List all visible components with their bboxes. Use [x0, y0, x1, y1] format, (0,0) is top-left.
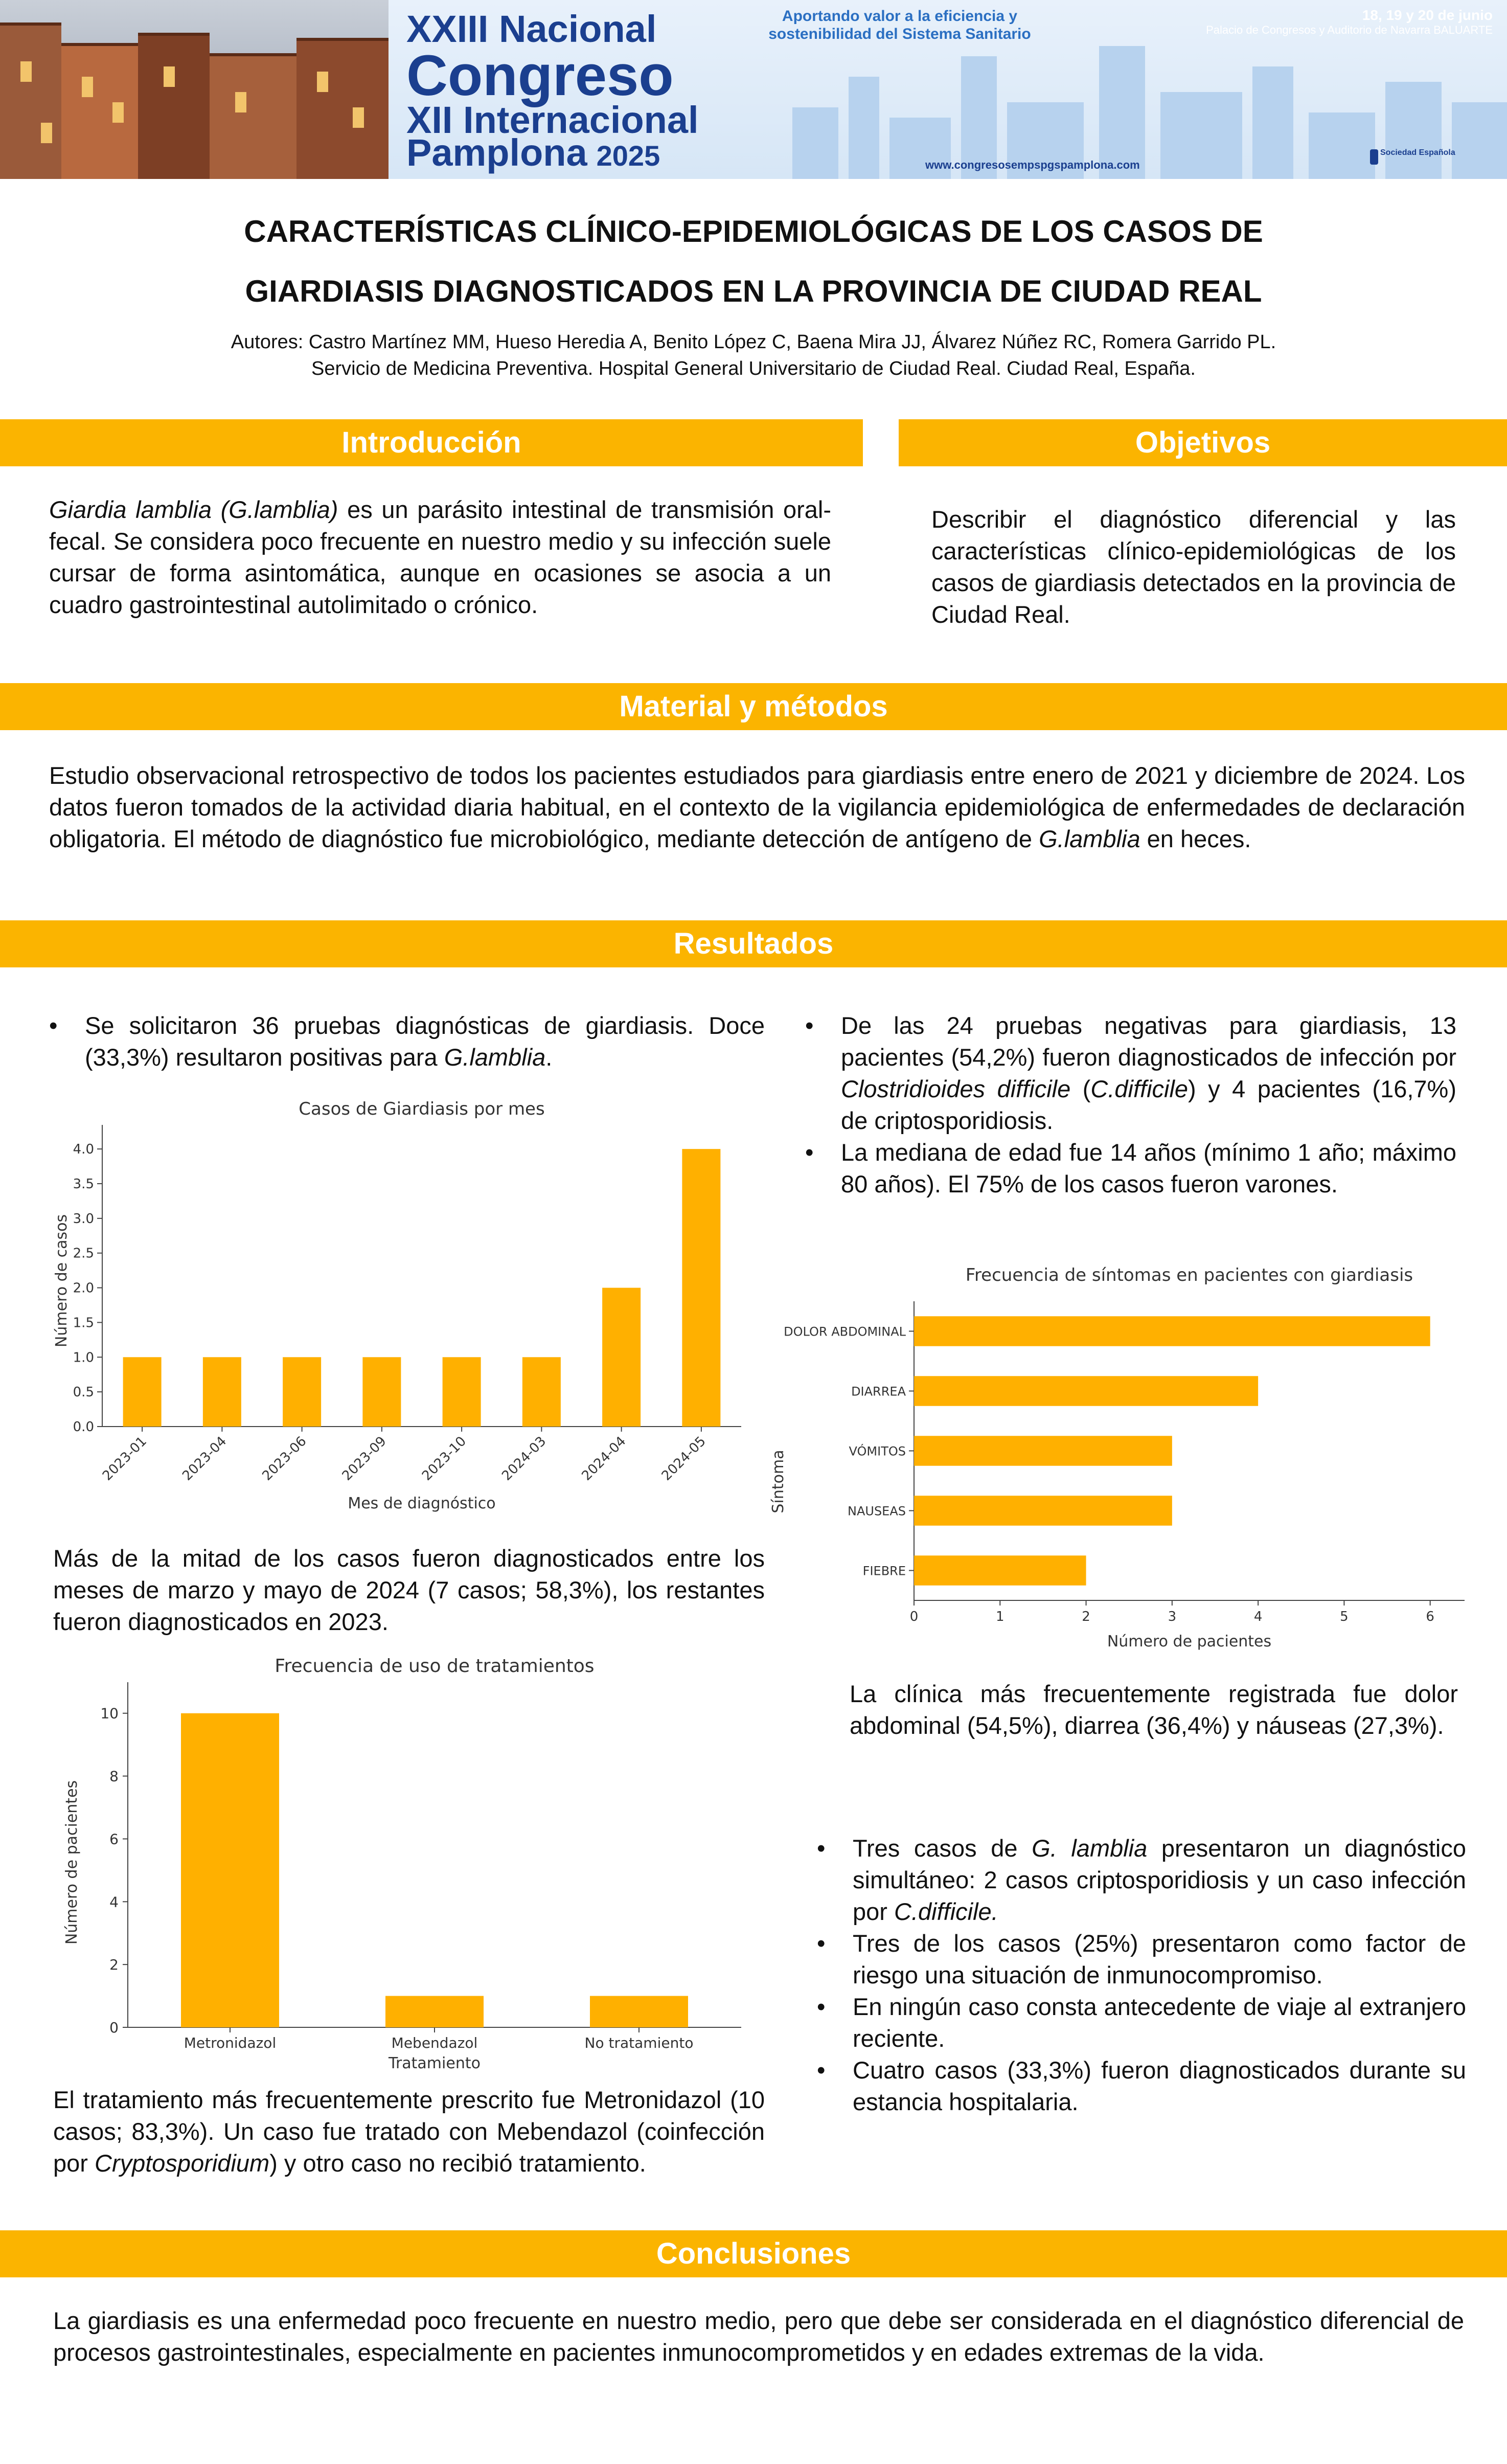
- y-tick-label: 8: [109, 1768, 119, 1785]
- x-axis-label: Número de pacientes: [1107, 1633, 1272, 1651]
- result-bullet-tests: [49, 1010, 765, 1073]
- y-tick-label: 2.0: [73, 1280, 94, 1296]
- y-tick-label: 0.5: [73, 1385, 94, 1400]
- intro-body: es un parásito intestinal de transmisión oral-fecal. Se considera poco frecuente en nuestro medio y su infección suele cursar de forma asintomática, aunque en ocasiones se asocia a un cuadro gastrointestinal autolimitado o crónico.: [49, 496, 831, 618]
- b4-a: Tres casos de: [853, 1835, 1032, 1862]
- poster-title-line1: CARACTERÍSTICAS CLÍNICO-EPIDEMIOLÓGICAS DE LOS CASOS DE: [244, 214, 1263, 248]
- x-tick-label: Metronidazol: [184, 2035, 277, 2051]
- y-tick-label: FIEBRE: [862, 1564, 906, 1578]
- x-tick-label: 2023-01: [100, 1433, 150, 1484]
- x-tick-label: 1: [996, 1609, 1004, 1624]
- treat-b: ) y otro caso no recibió tratamiento.: [269, 2150, 646, 2177]
- city-photo: [0, 0, 389, 179]
- x-tick-label: 2024-05: [658, 1433, 709, 1484]
- results-list-right: [805, 1010, 1456, 1200]
- congress-line1: XXIII Nacional: [406, 8, 657, 50]
- b4-i1: G. lamblia: [1032, 1835, 1148, 1862]
- y-tick-label: 10: [100, 1705, 119, 1722]
- result-bullet-tests-end: .: [545, 1044, 553, 1071]
- congress-banner: [0, 0, 1507, 179]
- y-tick-label: 4.0: [73, 1142, 94, 1158]
- y-tick-label: NAUSEAS: [848, 1504, 906, 1519]
- bar: [914, 1376, 1258, 1406]
- y-tick-label: 0.0: [73, 1419, 94, 1435]
- congress-dates: [1186, 7, 1493, 36]
- results-treatment-text: [53, 2084, 765, 2179]
- result-bullet-tests-text: Se solicitaron 36 pruebas diagnósticas de giardiasis. Doce (33,3%) resultaron positivas para: [85, 1012, 765, 1071]
- rb2-i1: Clostridioides difficile: [841, 1075, 1071, 1102]
- results-list-bottom: [817, 1833, 1466, 2118]
- methods-body: Estudio observacional retrospectivo de todos los pacientes estudiados para giardiasis entre enero de 2021 y diciembre de 2024. Los datos fueron tomados de la actividad diaria habitual, en el contexto de la vigilancia epidemiológica de enfermedades de declaración obligatoria. El método de diagnóstico fue microbiológico, mediante detección de antígeno de: [49, 762, 1465, 852]
- bar: [914, 1496, 1172, 1526]
- y-axis-label: Número de pacientes: [63, 1780, 81, 1945]
- y-tick-label: 2: [109, 1956, 119, 1974]
- congress-date-text: 18, 19 y 20 de junio: [1362, 7, 1493, 23]
- section-header-results: Resultados: [0, 920, 1507, 967]
- x-tick-label: 3: [1168, 1609, 1177, 1624]
- bar: [682, 1149, 720, 1427]
- x-tick-label: 2: [1082, 1609, 1090, 1624]
- congress-venue: Palacio de Congresos y Auditorio de Navarra BALUARTE: [1206, 24, 1493, 37]
- result-bullet-travel: • En ningún caso consta antecedente de viaje al extranjero reciente.: [817, 1991, 1466, 2054]
- y-tick-label: 1.5: [73, 1315, 94, 1331]
- methods-text: [49, 760, 1465, 855]
- objectives-text: Describir el diagnóstico diferencial y las características clínico-epidemiológicas de los casos de giardiasis detectados en la provincia de Ciudad Real.: [931, 506, 1456, 628]
- chart-symptoms: [769, 1258, 1498, 1657]
- result-bullet-negatives: [805, 1010, 1456, 1137]
- conclusions-text: La giardiasis es una enfermedad poco frecuente en nuestro medio, pero que debe ser considerada en el diagnóstico diferencial de procesos gastrointestinales, especialmente en pacientes inmunocomprometidos y en edades extremas de la vida.: [53, 2307, 1464, 2366]
- x-tick-label: No tratamiento: [584, 2035, 694, 2051]
- section-header-methods: Material y métodos: [0, 683, 1507, 730]
- treat-italic: Cryptosporidium: [95, 2150, 270, 2177]
- x-tick-label: 2023-04: [179, 1433, 230, 1484]
- y-tick-label: 1.0: [73, 1350, 94, 1366]
- methods-italic: G.lamblia: [1039, 825, 1140, 852]
- congress-year: 2025: [596, 140, 660, 172]
- chart-cases-by-month: [46, 1094, 772, 1524]
- rb2-a: De las 24 pruebas negativas para giardiasis, 13 pacientes (54,2%) fueron diagnosticados de infección por: [841, 1012, 1456, 1071]
- bar: [522, 1357, 561, 1427]
- bar: [914, 1316, 1430, 1346]
- x-tick-label: 2023-09: [339, 1433, 390, 1484]
- congress-line3: XII Internacional: [406, 99, 699, 141]
- y-tick-label: 3.0: [73, 1211, 94, 1227]
- bar: [914, 1436, 1172, 1466]
- bar: [283, 1357, 321, 1427]
- congress-line2: Congreso: [406, 43, 674, 107]
- results-list-left: [49, 1010, 765, 1073]
- bar: [362, 1357, 401, 1427]
- chart-title: Frecuencia de uso de tratamientos: [275, 1656, 595, 1677]
- x-tick-label: 5: [1340, 1609, 1349, 1624]
- x-tick-label: 0: [909, 1609, 919, 1624]
- chart-title: Frecuencia de síntomas en pacientes con giardiasis: [965, 1265, 1413, 1285]
- y-tick-label: DIARREA: [851, 1384, 906, 1399]
- result-bullet-age: • La mediana de edad fue 14 años (mínimo 1 año; máximo 80 años). El 75% de los casos fueron varones.: [805, 1137, 1456, 1200]
- x-tick-label: 4: [1253, 1609, 1263, 1624]
- y-axis-label: Síntoma: [769, 1450, 787, 1513]
- b4-i2: C.difficile.: [894, 1898, 998, 1925]
- section-header-objectives: Objetivos: [899, 419, 1507, 466]
- congress-city: [406, 131, 660, 174]
- intro-italic: Giardia lamblia (G.lamblia): [49, 496, 338, 523]
- poster-title-line2: GIARDIASIS DIAGNOSTICADOS EN LA PROVINCIA DE CIUDAD REAL: [245, 274, 1262, 308]
- y-tick-label: 4: [109, 1893, 119, 1911]
- bar: [385, 1996, 484, 2027]
- x-tick-label: 2023-10: [419, 1433, 470, 1484]
- congress-city-name: Pamplona: [406, 131, 587, 174]
- result-bullet-hospital: • Cuatro casos (33,3%) fueron diagnosticados durante su estancia hospitalaria.: [817, 2054, 1466, 2118]
- b4-b: presentaron un diagnóstico simultáneo: 2 casos criptosporidiosis y un caso infección por: [853, 1835, 1466, 1925]
- treat-a: El tratamiento más frecuentemente prescrito fue Metronidazol (10 casos; 83,3%). Un caso fue tratado con Mebendazol (coinfección por: [53, 2086, 765, 2177]
- y-tick-label: 3.5: [73, 1177, 94, 1192]
- y-axis-label: Número de casos: [53, 1214, 71, 1348]
- result-bullet-tests-italic: G.lamblia: [444, 1044, 546, 1071]
- results-symptoms-text: La clínica más frecuentemente registrada fue dolor abdominal (54,5%), diarrea (36,4%) y náuseas (27,3%).: [850, 1680, 1458, 1739]
- society-logo-text: Sociedad Española: [1380, 148, 1455, 157]
- x-tick-label: 2024-04: [579, 1433, 629, 1484]
- rb2-i2: C.difficile: [1090, 1075, 1189, 1102]
- methods-end: en heces.: [1140, 825, 1251, 852]
- congress-tagline: Aportando valor a la eficiencia y sostenibilidad del Sistema Sanitario: [768, 8, 1031, 42]
- chart-title: Casos de Giardiasis por mes: [299, 1099, 545, 1119]
- result-bullet-immuno: • Tres de los casos (25%) presentaron como factor de riesgo una situación de inmunocompromiso.: [817, 1928, 1466, 1991]
- bar: [203, 1357, 241, 1427]
- x-tick-label: 6: [1426, 1609, 1434, 1624]
- congress-website[interactable]: www.congresosempspgspamplona.com: [925, 159, 1140, 171]
- x-tick-label: 2024-03: [499, 1433, 550, 1484]
- bar: [181, 1713, 279, 2027]
- results-months-text: Más de la mitad de los casos fueron diagnosticados entre los meses de marzo y mayo de 2024 (7 casos; 58,3%), los restantes fueron diagnosticados en 2023.: [53, 1545, 765, 1635]
- rb2-b: (: [1070, 1075, 1091, 1102]
- chart-treatments: [46, 1649, 772, 2073]
- x-tick-label: 2023-06: [259, 1433, 310, 1484]
- society-logo-icon: [1370, 149, 1378, 165]
- y-tick-label: VÓMITOS: [849, 1444, 906, 1459]
- rb2-c: ) y 4 pacientes (16,7%) de criptosporidiosis.: [841, 1075, 1456, 1134]
- x-axis-label: Mes de diagnóstico: [348, 1495, 496, 1512]
- result-bullet-coinfection: [817, 1833, 1466, 1928]
- section-header-intro: Introducción: [0, 419, 863, 466]
- y-tick-label: 0: [109, 2019, 119, 2036]
- y-tick-label: 2.5: [73, 1246, 94, 1261]
- section-header-conclusions: Conclusiones: [0, 2230, 1507, 2277]
- affiliation: Servicio de Medicina Preventiva. Hospital General Universitario de Ciudad Real. Ciudad Real, España.: [311, 358, 1196, 379]
- intro-text: [49, 494, 831, 621]
- x-tick-label: Mebendazol: [391, 2035, 478, 2051]
- authors: Autores: Castro Martínez MM, Hueso Heredia A, Benito López C, Baena Mira JJ, Álvarez Núñez RC, Romera Garrido PL.: [231, 331, 1276, 353]
- bar: [123, 1357, 162, 1427]
- bar: [602, 1288, 641, 1427]
- x-axis-label: Tratamiento: [389, 2054, 481, 2072]
- bar: [914, 1555, 1086, 1586]
- y-tick-label: DOLOR ABDOMINAL: [784, 1324, 906, 1339]
- bar: [590, 1996, 688, 2027]
- y-tick-label: 6: [109, 1830, 119, 1848]
- bar: [443, 1357, 481, 1427]
